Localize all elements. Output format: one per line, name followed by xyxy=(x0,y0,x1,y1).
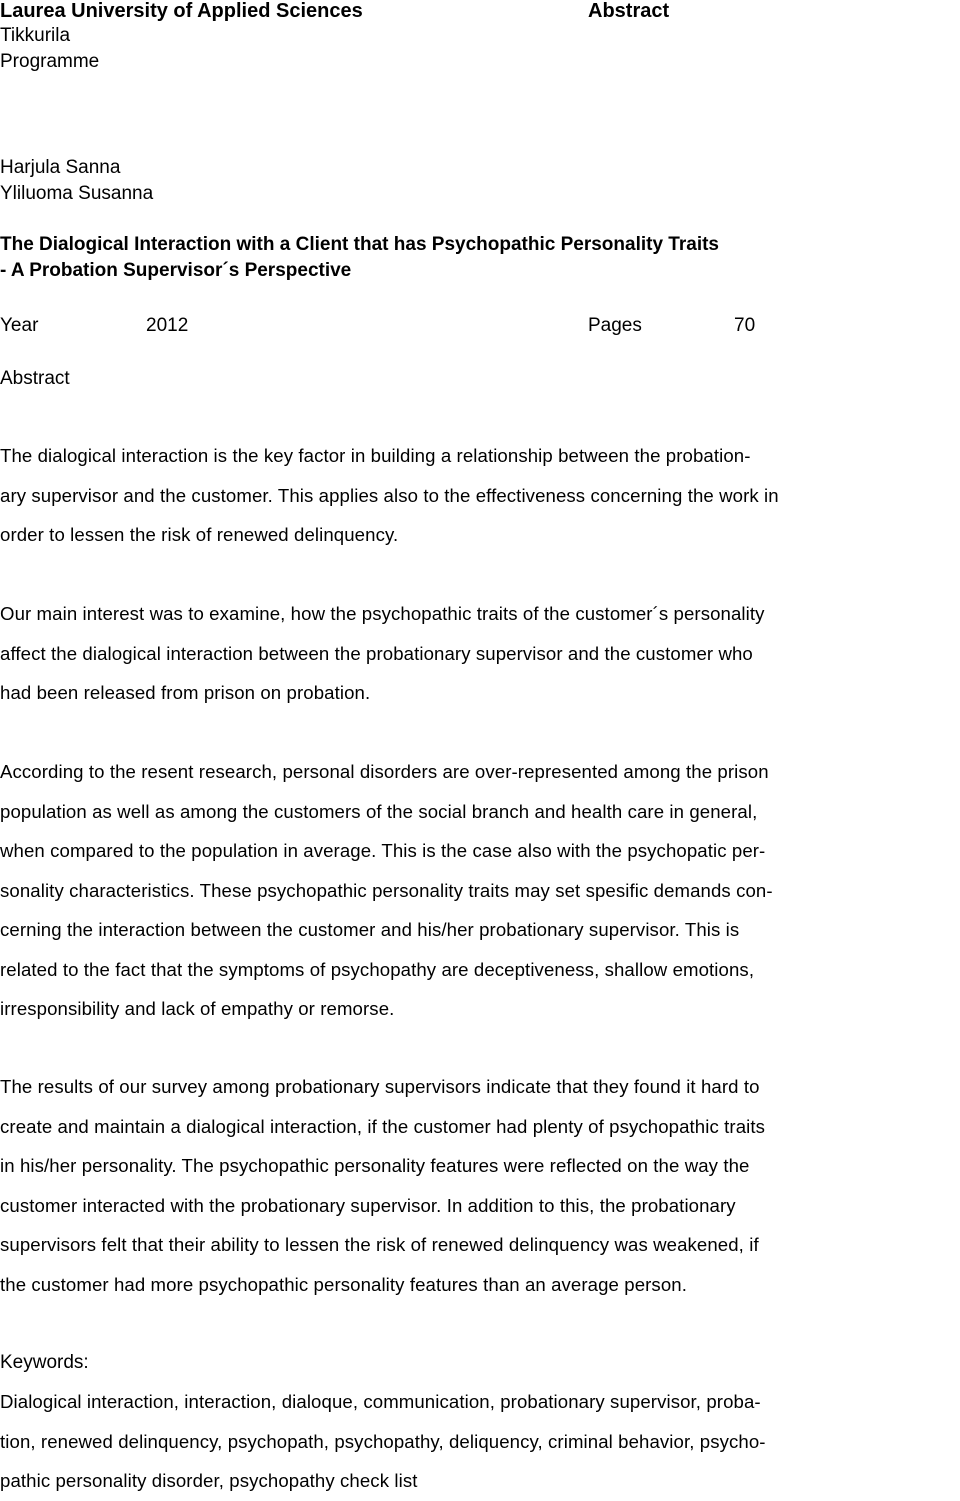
paragraph-line: create and maintain a dialogical interaction, if the customer had plenty of psychopathic traits xyxy=(0,1115,766,1137)
paragraph-line: customer interacted with the probationary supervisor. In addition to this, the probationary xyxy=(0,1194,736,1216)
paragraph-line: The results of our survey among probationary supervisors indicate that they found it hard to xyxy=(0,1076,760,1097)
paragraph-line: The dialogical interaction is the key factor in building a relationship between the probation- xyxy=(0,445,751,466)
document-type: Abstract xyxy=(588,0,670,22)
thesis-title-line-2: - A Probation Supervisor´s Perspective xyxy=(0,260,352,281)
paragraph-line: in his/her personality. The psychopathic personality features were reflected on the way the xyxy=(0,1155,750,1176)
paragraph-line: when compared to the population in average. This is the case also with the psychopatic per- xyxy=(0,840,766,861)
abstract-paragraph-3 xyxy=(0,752,960,1029)
abstract-paragraph-1 xyxy=(0,436,960,555)
paragraph-line: irresponsibility and lack of empathy or remorse. xyxy=(0,998,395,1019)
programme-label: Programme xyxy=(0,51,100,72)
paragraph-line: cerning the interaction between the customer and his/her probationary supervisor. This is xyxy=(0,919,740,940)
paragraph-line: order to lessen the risk of renewed delinquency. xyxy=(0,524,399,545)
year-label: Year xyxy=(0,315,39,336)
author-1: Harjula Sanna xyxy=(0,157,121,178)
abstract-heading: Abstract xyxy=(0,368,70,389)
paragraph-line: related to the fact that the symptoms of psychopathy are deceptiveness, shallow emotions, xyxy=(0,958,755,980)
abstract-paragraph-2 xyxy=(0,594,960,713)
keywords-line: pathic personality disorder, psychopathy check list xyxy=(0,1470,418,1491)
paragraph-line: had been released from prison on probation. xyxy=(0,682,371,703)
pages-value: 70 xyxy=(734,315,756,336)
paragraph-line: affect the dialogical interaction between the probationary supervisor and the customer who xyxy=(0,642,753,664)
paragraph-line: Our main interest was to examine, how the psychopathic traits of the customer´s personality xyxy=(0,603,765,624)
paragraph-line: ary supervisor and the customer. This applies also to the effectiveness concerning the work in xyxy=(0,484,779,506)
keywords-line: tion, renewed delinquency, psychopath, psychopathy, deliquency, criminal behavior, psycho- xyxy=(0,1430,766,1452)
year-value: 2012 xyxy=(146,315,189,336)
paragraph-line: the customer had more psychopathic personality features than an average person. xyxy=(0,1273,687,1295)
thesis-title-line-1: The Dialogical Interaction with a Client that has Psychopathic Personality Traits xyxy=(0,234,720,255)
abstract-paragraph-4 xyxy=(0,1067,960,1304)
keywords-line: Dialogical interaction, interaction, dialoque, communication, probationary supervisor, proba- xyxy=(0,1391,761,1412)
institution-name: Laurea University of Applied Sciences xyxy=(0,0,363,22)
paragraph-line: population as well as among the customers of the social branch and health care in general, xyxy=(0,800,758,822)
paragraph-line: sonality characteristics. These psychopathic personality traits may set spesific demands con- xyxy=(0,879,773,901)
keywords-label: Keywords: xyxy=(0,1352,89,1373)
keywords-list xyxy=(0,1382,960,1501)
paragraph-line: supervisors felt that their ability to lessen the risk of renewed delinquency was weakened, if xyxy=(0,1234,759,1255)
campus-name: Tikkurila xyxy=(0,25,71,46)
author-2: Yliluoma Susanna xyxy=(0,183,154,204)
pages-label: Pages xyxy=(588,315,642,336)
paragraph-line: According to the resent research, personal disorders are over-represented among the prison xyxy=(0,761,769,782)
